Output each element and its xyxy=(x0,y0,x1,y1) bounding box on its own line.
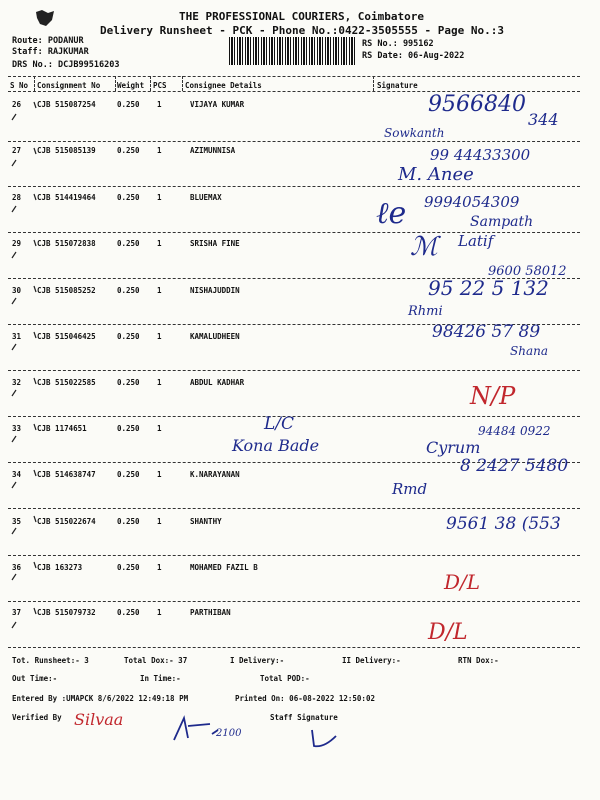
row-consignee: PARTHIBAN xyxy=(190,608,231,617)
row-weight: 0.250 xyxy=(117,608,140,617)
handwritten-phone: 98426 57 89 xyxy=(432,322,541,342)
row-sno: 28 xyxy=(12,193,22,202)
rtn-dox: RTN Dox:- xyxy=(458,656,499,665)
col-header-pcs: PCS xyxy=(153,81,167,90)
handwritten-signature: 2100 xyxy=(216,728,242,739)
row-divider xyxy=(8,370,580,371)
table-bottom-rule xyxy=(8,647,580,648)
row-consignee: BLUEMAX xyxy=(190,193,222,202)
row-weight: 0.250 xyxy=(117,286,140,295)
drs-label: DRS No.: DCJB99516203 xyxy=(12,60,120,70)
handwritten-note: L/C xyxy=(264,414,295,434)
route-label: Route: PODANUR xyxy=(12,36,84,46)
row-pcs: 1 xyxy=(157,517,162,526)
row-consignee: VIJAYA KUMAR xyxy=(190,100,245,109)
row-consignment: CJB 515022585 xyxy=(37,378,96,387)
row-pcs: 1 xyxy=(157,470,162,479)
handwritten-phone: 94484 0922 xyxy=(478,424,551,438)
staff-signature-label: Staff Signature xyxy=(270,713,338,722)
handwritten-np-mark: N/P xyxy=(470,382,516,410)
in-time: In Time:- xyxy=(140,674,181,683)
row-pcs: 1 xyxy=(157,100,162,109)
row-pcs: 1 xyxy=(157,378,162,387)
handwritten-phone: 99 44433300 xyxy=(430,146,531,164)
handwritten-phone: 344 xyxy=(528,110,559,129)
total-pod: Total POD:- xyxy=(260,674,310,683)
row-divider xyxy=(8,232,580,233)
row-pcs: 1 xyxy=(157,563,162,572)
handwritten-dl-mark: D/L xyxy=(444,570,481,594)
handwritten-phone: 9994054309 xyxy=(424,193,520,211)
row-consignee: ABDUL KADHAR xyxy=(190,378,245,387)
handwritten-signature: M. Anee xyxy=(398,164,474,185)
row-divider xyxy=(8,186,580,187)
row-consignee: SHANTHY xyxy=(190,517,222,526)
row-sno: 32 xyxy=(12,378,22,387)
row-divider xyxy=(8,508,580,509)
row-weight: 0.250 xyxy=(117,239,140,248)
row-weight: 0.250 xyxy=(117,378,140,387)
row-weight: 0.250 xyxy=(117,100,140,109)
row-consignee: MOHAMED FAZIL B xyxy=(190,563,258,572)
handwritten-phone: 9600 58012 xyxy=(488,264,567,279)
row-consignment: CJB 514638747 xyxy=(37,470,96,479)
row-sno: 30 xyxy=(12,286,22,295)
total-dox: Total Dox:- 37 xyxy=(124,656,188,665)
row-sno: 36 xyxy=(12,563,22,572)
printed-on: Printed On: 06-08-2022 12:50:02 xyxy=(235,694,375,703)
col-divider xyxy=(34,76,35,91)
row-weight: 0.250 xyxy=(117,517,140,526)
row-divider xyxy=(8,141,580,142)
handwritten-note: Kona Bade xyxy=(232,436,320,455)
handwritten-signature-mark: ℓe xyxy=(376,196,407,231)
company-title: THE PROFESSIONAL COURIERS, Coimbatore xyxy=(179,10,425,23)
row-consignment: CJB 515072838 xyxy=(37,239,96,248)
handwritten-signature: Sampath xyxy=(470,214,534,230)
company-logo xyxy=(32,8,58,30)
handwritten-signature: Shana xyxy=(510,344,548,358)
handwritten-signature: Rmd xyxy=(392,480,428,498)
tick-marks xyxy=(8,100,38,640)
row-consignment: CJB 163273 xyxy=(37,563,83,572)
row-divider xyxy=(8,555,580,556)
row-consignment: CJB 515087254 xyxy=(37,100,96,109)
row-consignee: K.NARAYANAN xyxy=(190,470,240,479)
row-consignment: CJB 515085252 xyxy=(37,286,96,295)
row-consignment: CJB 1174651 xyxy=(37,424,87,433)
handwritten-phone: 8 2427 5480 xyxy=(460,456,569,476)
col-divider xyxy=(373,76,374,91)
row-sno: 34 xyxy=(12,470,22,479)
row-pcs: 1 xyxy=(157,332,162,341)
row-weight: 0.250 xyxy=(117,563,140,572)
verified-by-label: Verified By xyxy=(12,713,62,722)
row-weight: 0.250 xyxy=(117,470,140,479)
handwritten-signature: Latif xyxy=(458,232,494,250)
row-pcs: 1 xyxy=(157,424,162,433)
handwritten-dl-mark: D/L xyxy=(428,620,468,645)
col-header-consignee: Consignee Details xyxy=(185,81,262,90)
rs-date: RS Date: 06-Aug-2022 xyxy=(362,51,465,61)
barcode xyxy=(229,37,357,65)
runsheet-title: Delivery Runsheet - PCK - Phone No.:0422-3505555 - Page No.:3 xyxy=(100,24,504,37)
table-top-rule xyxy=(8,76,580,77)
row-weight: 0.250 xyxy=(117,332,140,341)
handwritten-signature: Cyrum xyxy=(426,438,481,457)
col-header-consignment: Consignment No xyxy=(37,81,101,90)
col-header-sno: S No xyxy=(10,81,29,90)
handwritten-phone: 95 22 5 132 xyxy=(428,276,549,300)
row-sno: 33 xyxy=(12,424,22,433)
row-pcs: 1 xyxy=(157,286,162,295)
col-divider xyxy=(182,76,183,91)
i-delivery: I Delivery:- xyxy=(230,656,285,665)
row-weight: 0.250 xyxy=(117,424,140,433)
handwritten-signature-mark: ℳ xyxy=(410,232,438,262)
row-consignee: AZIMUNNISA xyxy=(190,146,236,155)
row-consignment: CJB 514419464 xyxy=(37,193,96,202)
verified-signature: Silvaa xyxy=(74,710,124,729)
row-weight: 0.250 xyxy=(117,146,140,155)
row-consignee: SRISHA FINE xyxy=(190,239,240,248)
col-header-weight: Weight xyxy=(117,81,145,90)
staff-label: Staff: RAJKUMAR xyxy=(12,47,89,57)
entered-by: Entered By :UMAPCK 8/6/2022 12:49:18 PM xyxy=(12,694,189,703)
col-divider xyxy=(115,76,116,91)
handwritten-phone: 9561 38 (553 xyxy=(446,514,561,534)
row-consignment: CJB 515022674 xyxy=(37,517,96,526)
col-header-signature: Signature xyxy=(377,81,418,90)
row-divider xyxy=(8,601,580,602)
row-consignee: NISHAJUDDIN xyxy=(190,286,240,295)
handwritten-signature: Rhmi xyxy=(408,304,443,319)
row-consignee: KAMALUDHEEN xyxy=(190,332,240,341)
tot-runsheet: Tot. Runsheet:- 3 xyxy=(12,656,89,665)
row-sno: 29 xyxy=(12,239,22,248)
out-time: Out Time:- xyxy=(12,674,58,683)
row-sno: 31 xyxy=(12,332,22,341)
row-pcs: 1 xyxy=(157,146,162,155)
row-sno: 26 xyxy=(12,100,22,109)
row-consignment: CJB 515079732 xyxy=(37,608,96,617)
row-pcs: 1 xyxy=(157,608,162,617)
row-pcs: 1 xyxy=(157,239,162,248)
row-sno: 27 xyxy=(12,146,22,155)
row-consignment: CJB 515046425 xyxy=(37,332,96,341)
row-pcs: 1 xyxy=(157,193,162,202)
rs-number: RS No.: 995162 xyxy=(362,39,434,49)
row-consignment: CJB 515085139 xyxy=(37,146,96,155)
col-divider xyxy=(150,76,151,91)
row-sno: 35 xyxy=(12,517,22,526)
row-weight: 0.250 xyxy=(117,193,140,202)
row-sno: 37 xyxy=(12,608,22,617)
staff-signature-mark xyxy=(306,724,342,752)
handwritten-signature: Sowkanth xyxy=(384,126,445,140)
ii-delivery: II Delivery:- xyxy=(342,656,401,665)
handwritten-phone: 9566840 xyxy=(428,92,526,117)
